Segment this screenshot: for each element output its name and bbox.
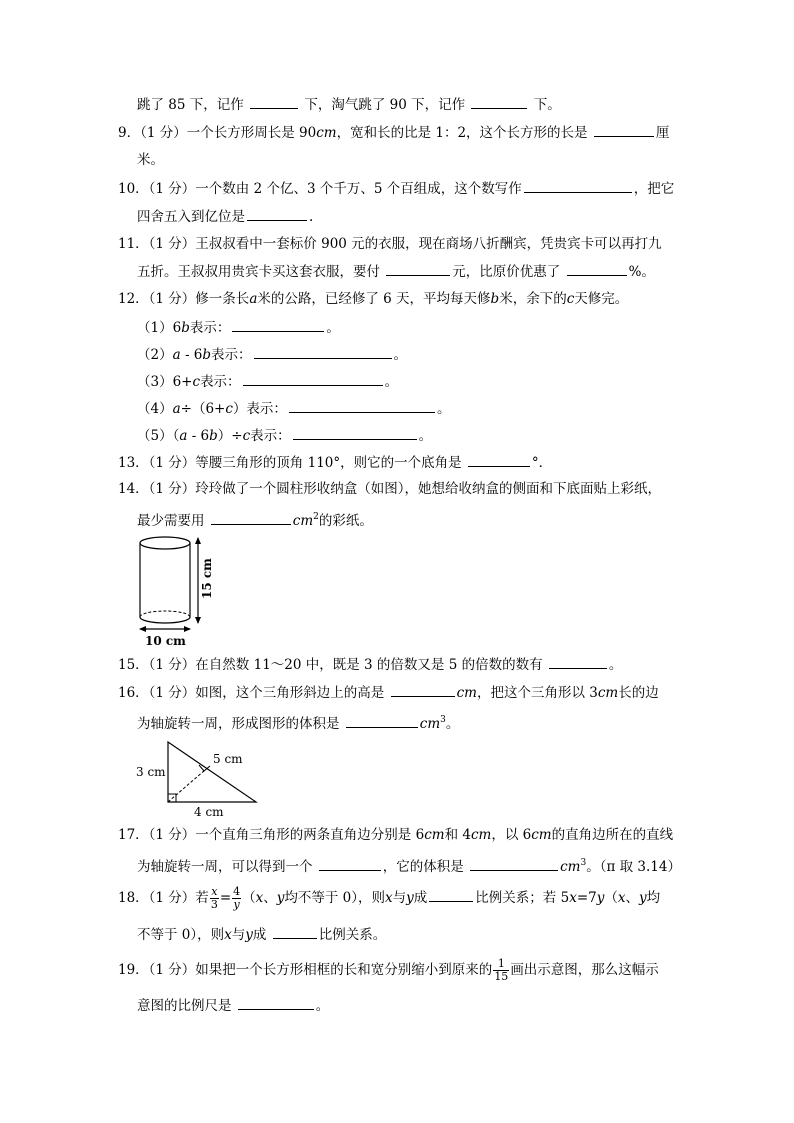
answer-blank[interactable] bbox=[243, 372, 383, 386]
answer-blank[interactable] bbox=[429, 888, 473, 902]
q8-continuation: 跳了 85 下，记作 下，淘气跳了 90 下，记作 下。 bbox=[137, 97, 561, 113]
left-side-label: 3 cm bbox=[136, 765, 166, 779]
answer-blank[interactable] bbox=[471, 95, 527, 109]
height-label: 15 cm bbox=[200, 558, 214, 599]
question-11-line-1: 11．（1 分）王叔叔看中一套标价 900 元的衣服，现在商场八折酬宾，凭贵宾卡可以再打九 bbox=[118, 236, 662, 252]
answer-blank[interactable] bbox=[238, 996, 314, 1010]
answer-blank[interactable] bbox=[211, 511, 291, 525]
answer-blank[interactable] bbox=[549, 655, 607, 669]
question-11-line-2: 五折。王叔叔用贵宾卡买这套衣服，要付 元，比原价优惠了 %。 bbox=[137, 264, 655, 280]
question-17-line-1: 17．（1 分）一个直角三角形的两条直角边分别是 6cm和 4cm，以 6cm的直角边所在的直线 bbox=[118, 827, 674, 843]
hypotenuse-label: 5 cm bbox=[213, 752, 243, 766]
question-12-sub-1: （1）6b表示： 。 bbox=[137, 320, 340, 336]
answer-blank[interactable] bbox=[594, 123, 654, 137]
cylinder-bottom-back bbox=[140, 611, 190, 617]
bottom-side-label: 4 cm bbox=[194, 805, 224, 819]
answer-blank[interactable] bbox=[232, 318, 324, 332]
question-14-line-1: 14．（1 分）玲玲做了一个圆柱形收纳盒（如图），她想给收纳盒的侧面和下底面贴上彩纸， bbox=[118, 481, 662, 497]
width-label: 10 cm bbox=[145, 634, 186, 648]
question-12-sub-2: （2）a - 6b表示： 。 bbox=[137, 347, 408, 363]
answer-blank[interactable] bbox=[391, 683, 455, 697]
answer-blank[interactable] bbox=[524, 179, 632, 193]
question-12-sub-3: （3）6+c表示： 。 bbox=[137, 374, 399, 390]
answer-blank[interactable] bbox=[386, 262, 450, 276]
question-9-line-2: 米。 bbox=[137, 152, 164, 168]
altitude-line bbox=[168, 770, 205, 802]
question-14-line-2: 最少需要用 $cm^2$的彩纸。 bbox=[137, 512, 373, 529]
answer-blank[interactable] bbox=[319, 857, 381, 871]
fraction-x-over-3: $\frac{x}{3}$ bbox=[210, 885, 218, 911]
answer-blank[interactable] bbox=[468, 453, 530, 467]
fraction-4-over-y: $\frac{4}{y}$ bbox=[233, 885, 241, 911]
question-10-line-1: 10．（1 分）一个数由 2 个亿、3 个千万、5 个百组成，这个数写作 ，把它 bbox=[118, 181, 675, 197]
question-15: 15．（1 分）在自然数 11～20 中，既是 3 的倍数又是 5 的倍数的数有 。 bbox=[118, 657, 623, 673]
cylinder-bottom-front bbox=[140, 617, 190, 623]
question-9-line-1: 9．（1 分）一个长方形周长是 90cm，宽和长的比是 1：2，这个长方形的长是 厘 bbox=[118, 125, 670, 141]
question-12-sub-4: （4）a÷（6+c）表示： 。 bbox=[137, 401, 451, 417]
question-16-line-2: 为轴旋转一周，形成图形的体积是 $cm^3$。 bbox=[137, 715, 460, 732]
question-10-line-2: 四舍五入到亿位是 . bbox=[137, 209, 314, 225]
answer-blank[interactable] bbox=[289, 399, 435, 413]
answer-blank[interactable] bbox=[247, 207, 307, 221]
answer-blank[interactable] bbox=[254, 345, 392, 359]
question-13: 13．（1 分）等腰三角形的顶角 110°，则它的一个底角是 °． bbox=[118, 455, 553, 471]
answer-blank[interactable] bbox=[567, 262, 627, 276]
question-12-sub-5: （5）（a - 6b）÷c表示： 。 bbox=[137, 428, 433, 444]
question-19-line-1: 19．（1 分）如果把一个长方形相框的长和宽分别缩小到原来的 $\frac{1}{15}$ 画出示意图，那么这幅示 bbox=[118, 957, 659, 983]
answer-blank[interactable] bbox=[273, 925, 317, 939]
triangle-figure bbox=[136, 738, 276, 820]
question-18-line-1: 18．（1 分）若 $\frac{x}{3}$ = $\frac{4}{y}$ （x、y均不等于 0），则x与y成 比例关系；若 5x=7y（x、y均 bbox=[118, 885, 661, 911]
answer-blank[interactable] bbox=[293, 426, 417, 440]
cylinder-figure bbox=[136, 533, 226, 651]
question-12-stem: 12．（1 分）修一条长a米的公路，已经修了 6 天，平均每天修b米，余下的c天修完。 bbox=[118, 291, 629, 307]
right-triangle bbox=[168, 742, 256, 802]
question-18-line-2: 不等于 0），则x与y成 比例关系。 bbox=[137, 927, 387, 943]
fraction-1-over-15: $\frac{1}{15}$ bbox=[494, 957, 509, 983]
question-19-line-2: 意图的比例尺是 。 bbox=[137, 998, 330, 1014]
answer-blank[interactable] bbox=[470, 857, 558, 871]
answer-blank[interactable] bbox=[250, 95, 298, 109]
question-17-line-2: 为轴旋转一周，可以得到一个 ，它的体积是 $cm^3$。（π 取 3.14） bbox=[137, 858, 681, 875]
answer-blank[interactable] bbox=[346, 714, 418, 728]
question-16-line-1: 16．（1 分）如图，这个三角形斜边上的高是 cm，把这个三角形以 3cm长的边 bbox=[118, 685, 659, 701]
cylinder-top bbox=[140, 537, 190, 549]
